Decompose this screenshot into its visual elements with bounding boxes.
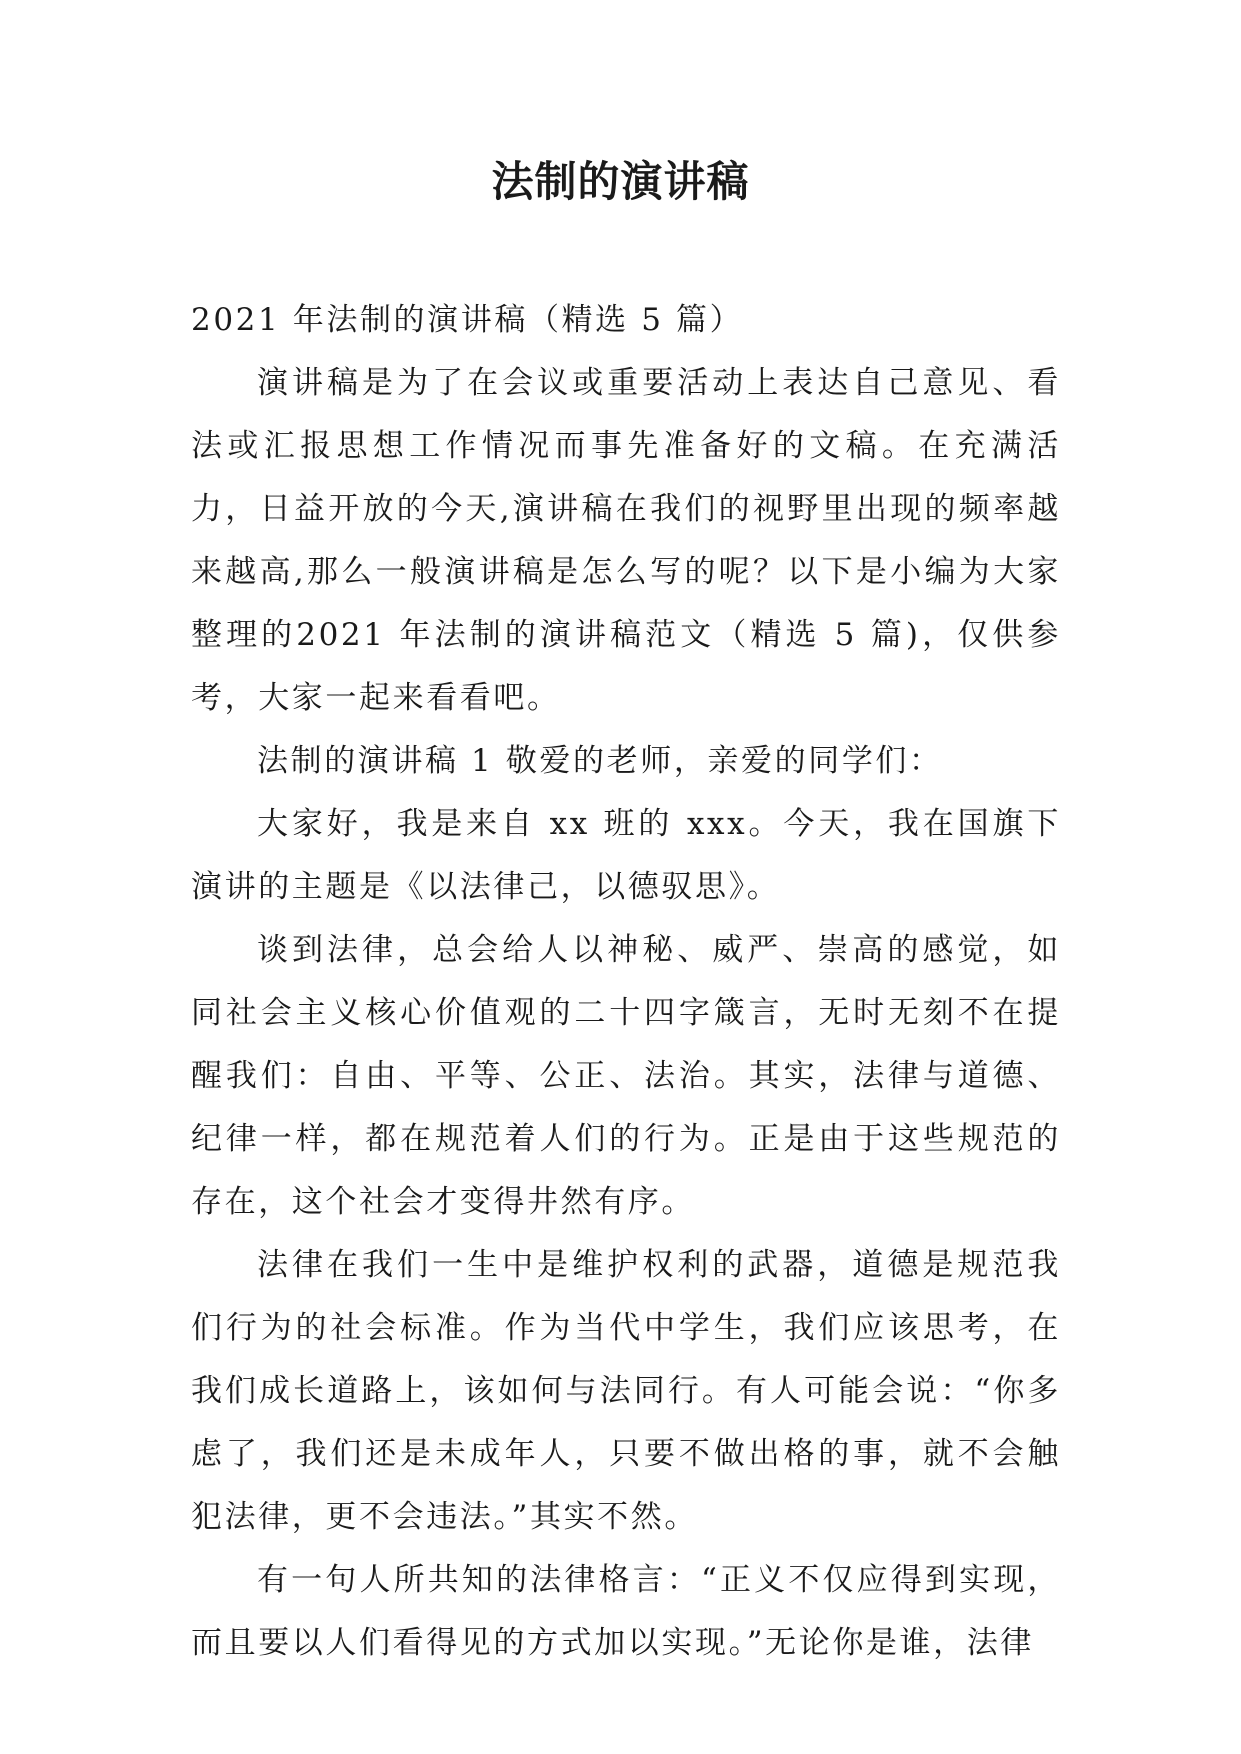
speech-heading-paragraph: 法制的演讲稿 1 敬爱的老师，亲爱的同学们：	[257, 743, 943, 779]
intro-paragraph: 演讲稿是为了在会议或重要活动上表达自己意见、看法或汇报思想工作情况而事先准备好的文稿。在充满活力，日益开放的今天,演讲稿在我们的视野里出现的频率越来越高,那么一般演讲稿是怎么写的呢？以下是小编为大家整理的2021 年法制的演讲稿范文（精选 5 篇)，仅供参考，大家一起来看看吧。	[191, 365, 1061, 716]
body-paragraph: 法律在我们一生中是维护权利的武器，道德是规范我们行为的社会标准。作为当代中学生，我们应该思考，在我们成长道路上，该如何与法同行。有人可能会说：“你多虑了，我们还是未成年人，只要不做出格的事，就不会触犯法律，更不会违法。”其实不然。	[191, 1247, 1061, 1535]
body-paragraph: 谈到法律，总会给人以神秘、威严、崇高的感觉，如同社会主义核心价值观的二十四字箴言，无时无刻不在提醒我们：自由、平等、公正、法治。其实，法律与道德、纪律一样，都在规范着人们的行为。正是由于这些规范的存在，这个社会才变得井然有序。	[191, 932, 1061, 1220]
document-title: 法制的演讲稿	[491, 157, 750, 206]
subtitle-paragraph: 2021 年法制的演讲稿（精选 5 篇）	[191, 302, 744, 338]
document-body	[191, 289, 1061, 1675]
body-paragraph: 大家好，我是来自 xx 班的 xxx。今天，我在国旗下演讲的主题是《以法律己，以德驭思》。	[191, 806, 1061, 905]
body-paragraph: 有一句人所共知的法律格言：“正义不仅应得到实现，而且要以人们看得见的方式加以实现。”无论你是谁，法律	[191, 1562, 1061, 1661]
